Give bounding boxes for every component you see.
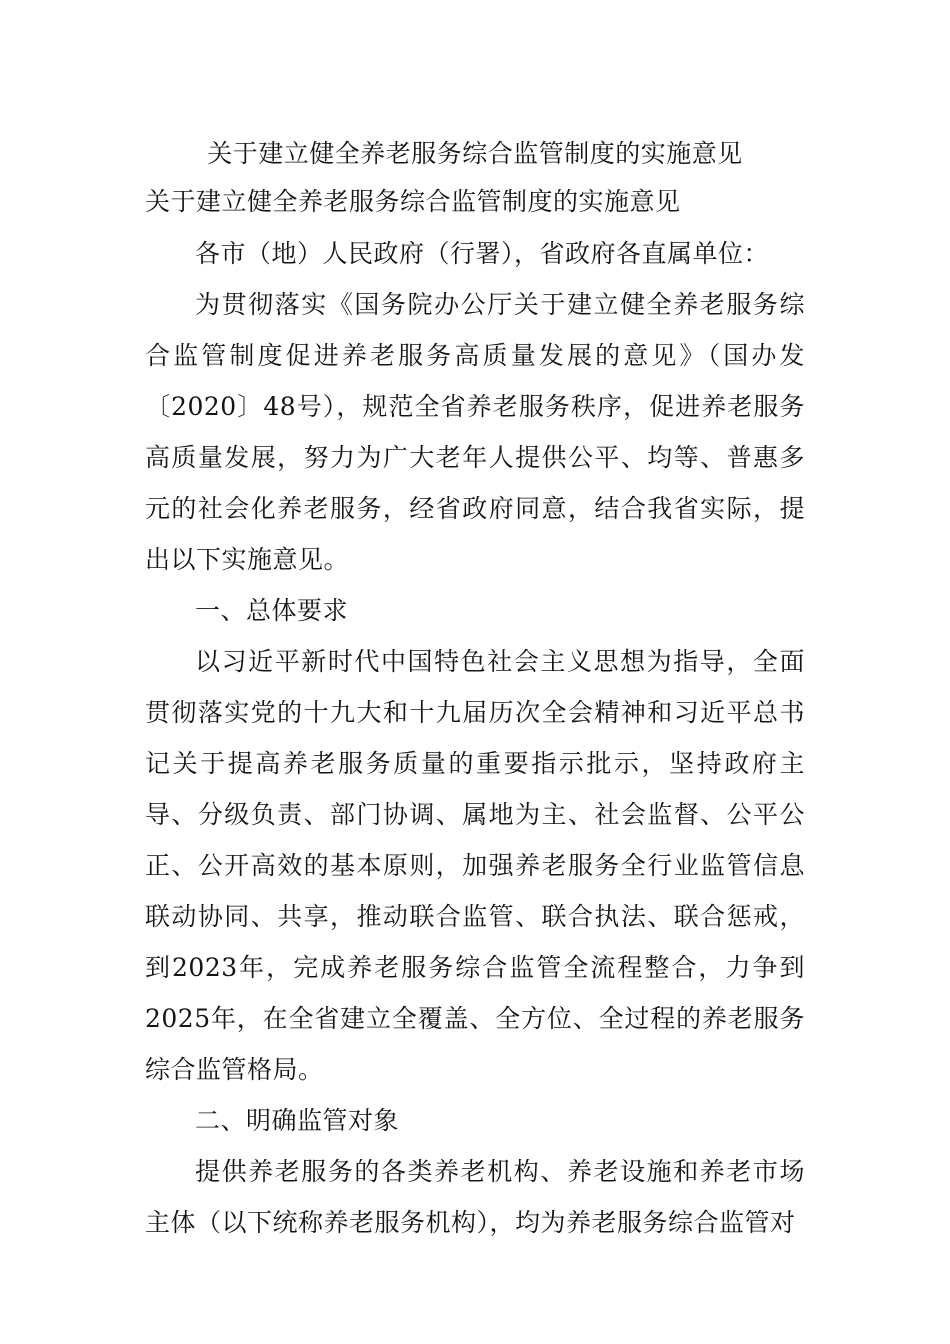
document-title-centered: 关于建立健全养老服务综合监管制度的实施意见 (207, 139, 743, 168)
document-title-repeat: 关于建立健全养老服务综合监管制度的实施意见 (145, 187, 681, 216)
addressee-paragraph: 各市（地）人民政府（行署），省政府各直属单位： (195, 239, 770, 268)
document-body (145, 228, 805, 1248)
section-2-heading: 二、明确监管对象 (195, 1106, 400, 1135)
section-1-paragraph: 以习近平新时代中国特色社会主义思想为指导，全面贯彻落实党的十九大和十九届历次全会精神和习近平总书记关于提高养老服务质量的重要指示批示，坚持政府主导、分级负责、部门协调、属地为主、社会监督、公平公正、公开高效的基本原则，加强养老服务全行业监管信息联动协同、共享，推动联合监管、联合执法、联合惩戒，到2023年，完成养老服务综合监管全流程整合，力争到2025年，在全省建立全覆盖、全方位、全过程的养老服务综合监管格局。 (145, 647, 805, 1084)
intro-paragraph: 为贯彻落实《国务院办公厅关于建立健全养老服务综合监管制度促进养老服务高质量发展的意见》（国办发〔2020〕48号），规范全省养老服务秩序，促进养老服务高质量发展，努力为广大老年人提供公平、均等、普惠多元的社会化养老服务，经省政府同意，结合我省实际，提出以下实施意见。 (145, 290, 805, 574)
section-1-heading: 一、总体要求 (195, 596, 349, 625)
section-2-paragraph: 提供养老服务的各类养老机构、养老设施和养老市场主体（以下统称养老服务机构），均为养老服务综合监管对 (145, 1157, 805, 1237)
